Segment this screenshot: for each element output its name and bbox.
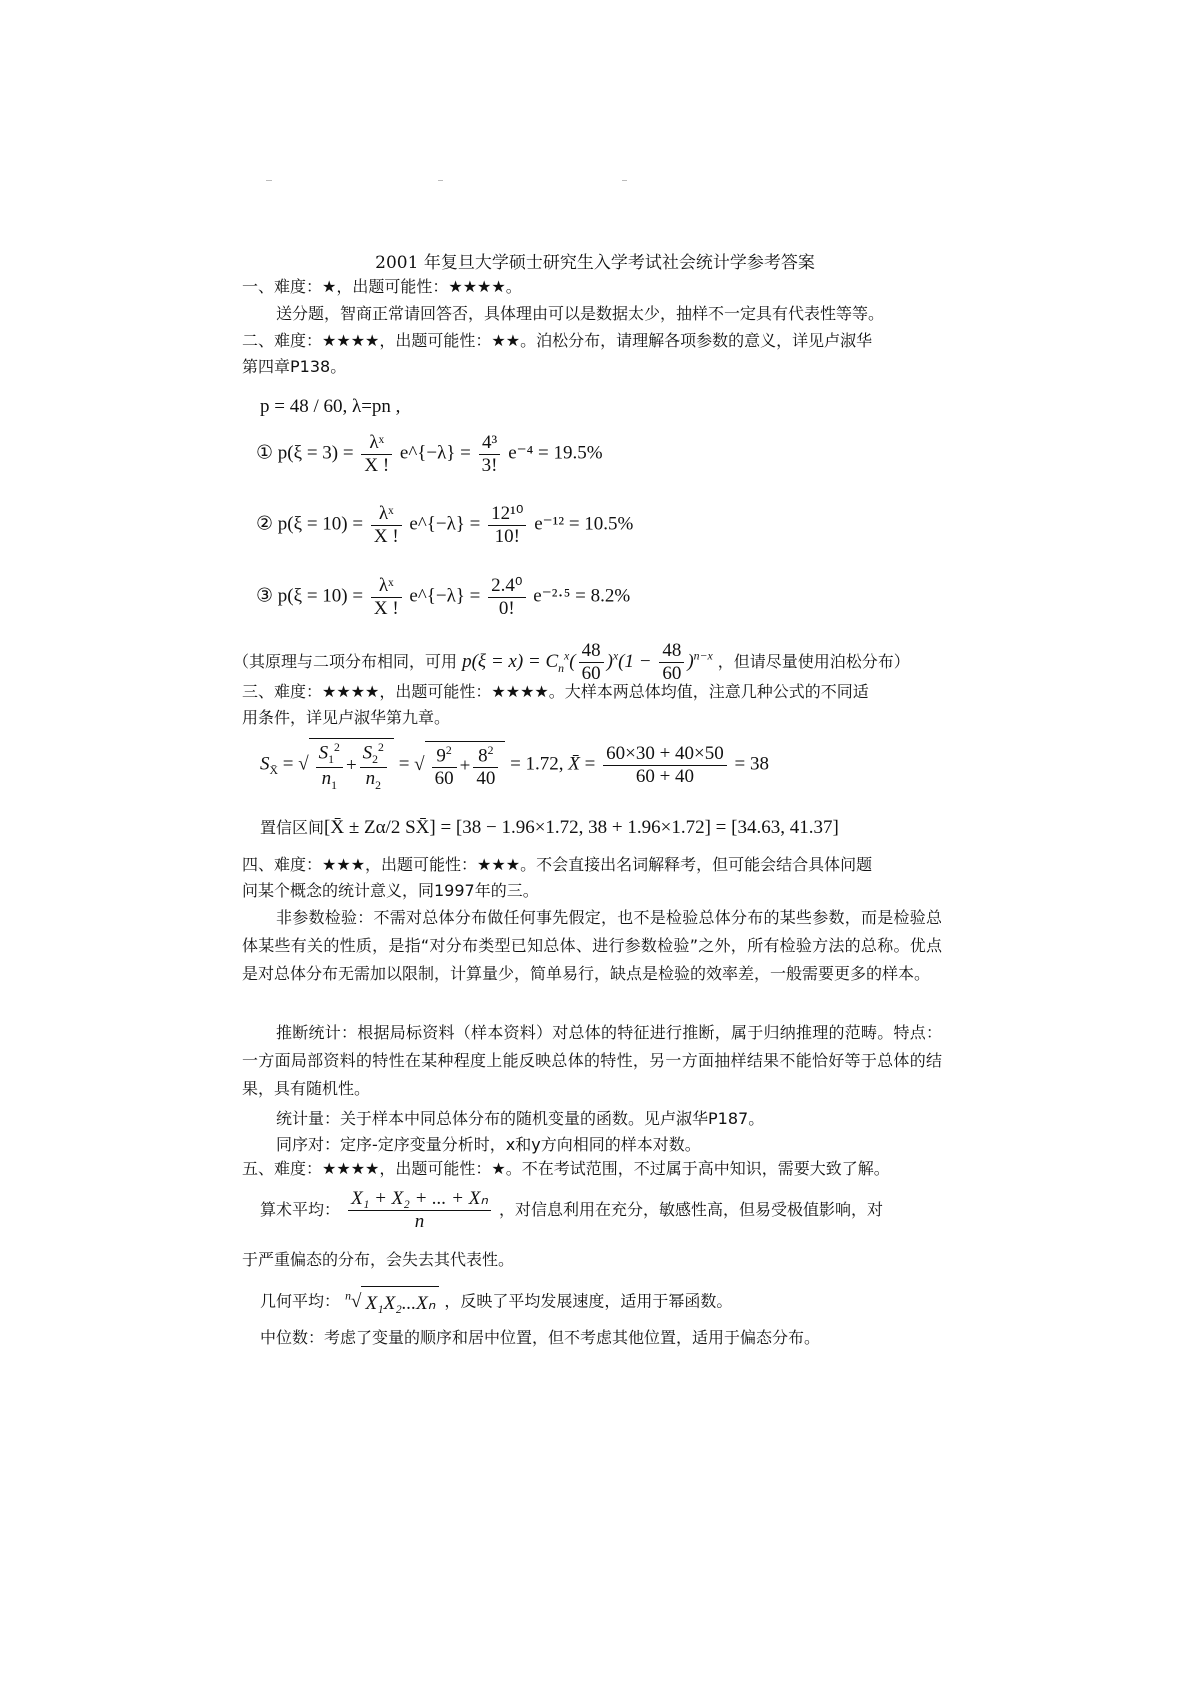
section-3-heading-cont: 用条件，详见卢淑华第九章。 [242, 708, 451, 727]
formula-lambda: p = 48 / 60, λ=pn , [260, 396, 401, 417]
arithmetic-mean-formula [348, 1188, 491, 1233]
section-4-heading-cont: 问某个概念的统计意义，同1997年的三。 [242, 881, 539, 900]
lambda-fraction [371, 503, 402, 548]
arithmetic-mean-numerator: X₁ + X₂ + ... + Xₙ [348, 1188, 491, 1211]
arithmetic-mean [260, 1188, 960, 1233]
formula-1-numerator: 4³ [479, 432, 501, 455]
formula-2-result: e⁻¹² = 10.5% [534, 513, 634, 535]
binomial-note-prefix: （其原理与二项分布相同，可用 [233, 651, 458, 671]
lambda-numerator: λˣ [371, 575, 402, 598]
binomial-note [233, 640, 933, 685]
confidence-interval [260, 813, 839, 842]
formula-poisson-1 [256, 432, 603, 477]
arithmetic-mean-text-cont: 于严重偏态的分布，会失去其代表性。 [242, 1250, 515, 1269]
arithmetic-mean-label: 算术平均： [260, 1199, 341, 1219]
formula-3-mid: e^{−λ} = [409, 585, 481, 607]
formula-2-mid: e^{−λ} = [409, 513, 481, 535]
formula-2-denominator: 10! [494, 525, 520, 547]
lambda-denominator: X ! [364, 454, 390, 476]
lambda-denominator: X ! [373, 597, 399, 619]
geometric-mean-text: ，反映了平均发展速度，适用于幂函数。 [444, 1291, 733, 1311]
page-title: 2001 年复旦大学硕士研究生入学考试社会统计学参考答案 [375, 253, 815, 273]
binomial-formula: $p(\xi = x) = C_n^x$( $\frac{48}{60}$ )$^x$(1 − $\frac{48}{60}$ )$^{n-x}$ [462, 640, 713, 684]
definition-nonparametric: 非参数检验：不需对总体分布做任何事先假定，也不是检验总体分布的某些参数，而是检验总体某些有关的性质，是指“对分布类型已知总体、进行参数检验”之外，所有检验方法的总称。优点是对总体分布无需加以限制，计算量少，简单易行，缺点是检验的效率差，一般需要更多的样本。 [242, 908, 942, 983]
geometric-mean-label: 几何平均： [260, 1291, 341, 1311]
confidence-interval-formula: [X̄ ± Zα/2 SX̄] = [38 − 1.96×1.72, 38 + 1.96×1.72] = [34.63, 41.37] [324, 817, 839, 838]
formula-1-mid: e^{−λ} = [399, 442, 471, 464]
lambda-numerator: λˣ [371, 503, 402, 526]
formula-1-prefix: ① p(ξ = 3) = [256, 442, 354, 464]
formula-1-result: e⁻⁴ = 19.5% [508, 442, 603, 464]
formula-3-numerator: 2.4⁰ [488, 575, 525, 598]
arithmetic-mean-text: ，对信息利用在充分，敏感性高，但易受极值影响，对 [499, 1199, 884, 1219]
section-2-heading: 二、难度：★★★★，出题可能性：★★。泊松分布，请理解各项参数的意义，详见卢淑华 [242, 331, 873, 350]
scan-artifact [266, 180, 272, 181]
formula-3-prefix: ③ p(ξ = 10) = [256, 585, 364, 607]
formula-2-numerator: 12¹⁰ [488, 503, 526, 526]
scan-artifact [438, 180, 443, 181]
formula-1-fraction [479, 432, 501, 477]
mean-denominator: 60 + 40 [635, 765, 695, 787]
mean-numerator: 60×30 + 40×50 [603, 743, 727, 766]
section-4-heading: 四、难度：★★★，出题可能性：★★★。不会直接出名词解释考，但可能会结合具体问题 [242, 855, 873, 874]
formula-standard-error: $S_{X̄}$ = √ $\frac{S_1^2}{n_1}$ + $\frac{S_2^2}{n_2}$ = √ $\frac{9^2}{60}$ + $\frac{8^2}{40}$ = 1.72, X̄ = $\frac{60\times 30 + 40\times 50}{60 + 40}$ = 38 [260, 738, 769, 792]
section-3-heading: 三、难度：★★★★，出题可能性：★★★★。大样本两总体均值，注意几种公式的不同适 [242, 682, 869, 701]
lambda-fraction [361, 432, 392, 477]
section-1-answer: 送分题，智商正常请回答否，具体理由可以是数据太少，抽样不一定具有代表性等等。 [276, 304, 885, 323]
mean-fraction [603, 743, 727, 788]
arithmetic-mean-denominator: n [414, 1210, 425, 1232]
geometric-mean-formula: $^n$√ X₁X₂...Xₙ [345, 1291, 439, 1312]
formula-3-denominator: 0! [498, 597, 515, 619]
standard-error-result: = 1.72, [510, 753, 564, 775]
geometric-mean [260, 1286, 960, 1318]
lambda-denominator: X ! [373, 525, 399, 547]
section-1-heading: 一、难度：★，出题可能性：★★★★。 [242, 277, 522, 296]
formula-poisson-2 [256, 503, 633, 548]
definition-statistic: 统计量：关于样本中同总体分布的随机变量的函数。见卢淑华P187。 [276, 1109, 765, 1128]
binomial-note-suffix: ，但请尽量使用泊松分布） [717, 651, 910, 671]
lambda-fraction [371, 575, 402, 620]
formula-1-denominator: 3! [481, 454, 498, 476]
scan-artifact [622, 180, 627, 181]
formula-3-result: e⁻²·⁵ = 8.2% [533, 585, 631, 607]
median-definition: 中位数：考虑了变量的顺序和居中位置，但不考虑其他位置，适用于偏态分布。 [260, 1328, 821, 1347]
section-2-heading-cont: 第四章P138。 [242, 357, 347, 376]
section-5-heading: 五、难度：★★★★，出题可能性：★。不在考试范围，不过属于高中知识，需要大致了解。 [242, 1159, 890, 1178]
lambda-numerator: λˣ [361, 432, 392, 455]
definition-concordant-pairs: 同序对：定序-定序变量分析时，x和y方向相同的样本对数。 [276, 1135, 701, 1154]
mean-result: = 38 [734, 753, 769, 775]
formula-poisson-3 [256, 575, 630, 620]
definition-inferential-statistics: 推断统计：根据局标资料（样本资料）对总体的特征进行推断，属于归纳推理的范畴。特点：一方面局部资料的特性在某种程度上能反映总体的特性，另一方面抽样结果不能恰好等于总体的结果，具有随机性。 [242, 1023, 942, 1098]
formula-3-fraction [488, 575, 525, 620]
confidence-interval-label: 置信区间 [260, 818, 325, 837]
formula-2-prefix: ② p(ξ = 10) = [256, 513, 364, 535]
formula-2-fraction [488, 503, 526, 548]
